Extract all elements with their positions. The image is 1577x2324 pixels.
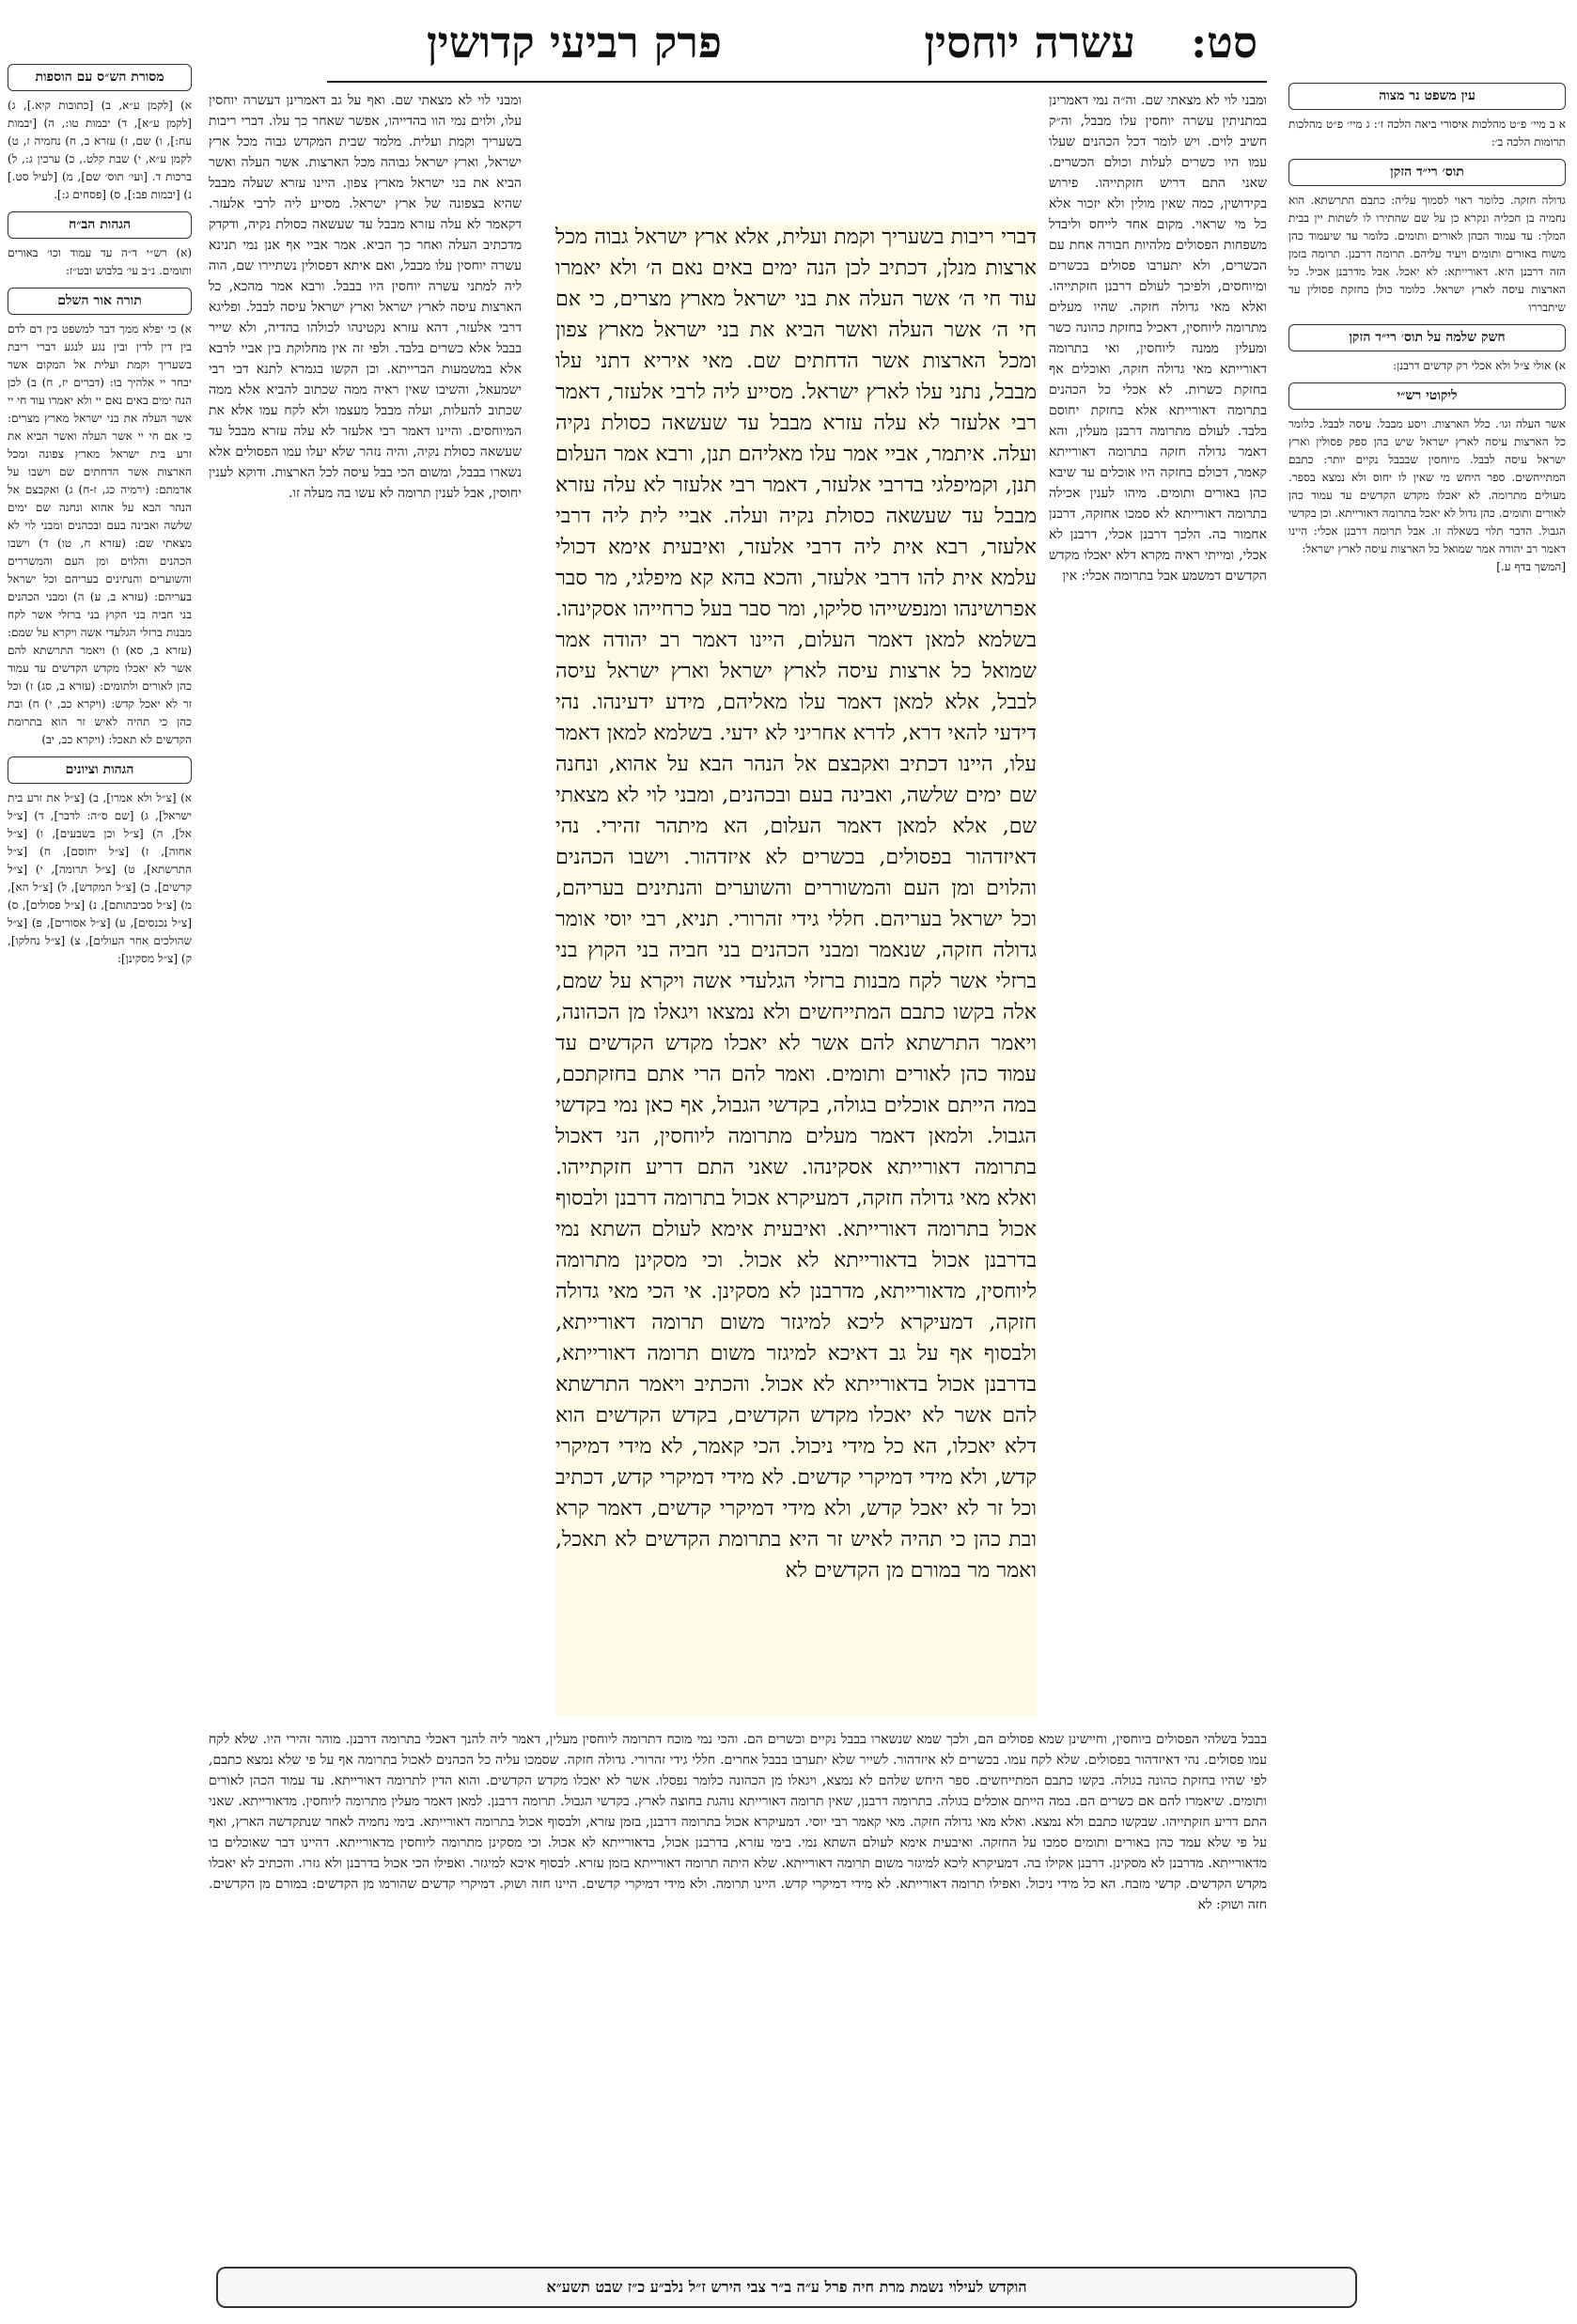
bottom-commentary: בבבל בשלהי הפסולים ביוחסין, וחיישינן שמא פסולים הם, ולכך שמא שנשארו בבבל נקיים וכשרים הם. והכי נמי מוכח דתרומה ליוחסין מעלין, דאמר ליה להנך דאכלי בתרומה דרבנן. מוהר זהירי היו. שלא לקח עמו פסולים. נהי דאיזדהור בפסולים. שלא לקח עמו. בכשרים לא איזדהור. לשייר שלא יתערבו בבבל אחרים. חללי גידי זהרורי. גדולה חזקה. שסמכו עליה כל הכהנים לאכול בתרומה אף על פי שלא נמצא כתבם, לפי שהיו בחזקת כהונה בגולה. בקשו כתבם המתייחשים. ספר היחש שלהם לא נמצא, ויגאלו מן הכהונה כלומר נפסלו. אשר לא יאכלו מקדש הקדשים. והוא הדין לתרומה דאורייתא. עד עמוד הכהן לאורים ותומים. שיאמרו להם אם כשרים הם. במה הייתם אוכלים בגולה. בתרומה דרבנן, שאין תרומה דאורייתא נוהגת בחוצה לארץ. בקדשי הגבול. תרומה דרבנן. למאן דאמר מעלין מתרומה ליוחסין. מדאורייתא. שאני התם דריע חזקתייהו. שבקשו כתבם ולא נמצא. ואלא מאי גדולה חזקה. מאי קאמר רבי יוסי. דמעיקרא אכול בתרומה דרבנן, בזמן עזרא, ולבסוף אכול בתרומה דאורייתא. בימי נחמיה לאחר שנתקדשה הארץ, ואף על פי שלא עמד כהן באורים ותומים סמכו על החזקה. ואיבעית אימא לעולם השתא נמי. בימי עזרא, בדרבנן אכול, בדאורייתא לא אכול. וכי מסקינן מתרומה ליוחסין מדאורייתא. דהיינו דבר שאוכלים בו מדאורייתא. מדרבנן לא מסקינן. דרבנן אקילו בה. דמעיקרא ליכא למיגזר משום תרומה דאורייתא. שלא היתה תרומה דאורייתא בזמן עזרא. לבסוף איכא למיגזר. ואפילו הכי אכול בדרבנן ולא גזרו. והכתיב לא יאכלו מקדש הקדשים. קדשי מזבח. הא כל מידי ניכול. ואפילו תרומה דאורייתא. לא מידי דמיקרי קדש. היינו תרומה. ולא מידי דמיקרי קדשים. היינו חזה ושוק. דמיקרי קדשים שהורמו מן הקדשים: במורם מן הקדשים. חזה ושוק: לא xyxy=(209,1732,1267,1912)
continuation-note: [המשך בדף ע.] xyxy=(1496,560,1566,573)
likutei-rashi-text: אשר העלה וגו׳. כלל הארצות. ויסע מבבל. עיסה לבבל. כלומר כל הארצות עיסה לארץ ישראל שיש בהן ספק פסולין וארץ ישראל עיסה לבבל. מיוחסין שבבבל נקיים יותר: כתבם המתייחשים. ספר היחש מי שאין לו יחוס ולא נמצא בספר. מעולים מתרומה. לא יאכלו מקדש הקדשים עד עמוד כהן לאורים ותומים. כהן גדול לא יאכל בתרומה דאורייתא. וכן בקדשי הגבול. הדבר תלוי בשאלה זו. אבל תרומה דרבנן אכלי: היינו דאמר רב יהודה אמר שמואל כל הארצות עיסה לארץ ישראל: xyxy=(1288,417,1566,555)
rashi-commentary: ומבני לוי לא מצאתי שם. וה״ה נמי דאמרינן במתניתין עשרה יוחסין עלו מבבל, וה״ק חשיב לוים. ויש לומר דכל הכהנים שעלו עמו היו כשרים לעלות וכולם הכשרים. שאני התם דריש חזקתייהו. פירוש בקידושין, כמה שאין מולין ולא יזכור אלא כל מי שראוי. מקום אחד לייחס וליבדל משפחות הפסולים מלהיות חבורה אחת עם הכשרים, ולא יתערבו פסולים בכשרים ומיוחסים, ולפיכך לעולם דרבנן חזקתייהו. ואלא מאי גדולה חזקה. שהיו מעלים מתרומה ליוחסין, דאכיל בחזקת כהונה כשר ומעלין ממנה ליוחסין, ואי בתרומה דאורייתא מאי גדולה חזקה, ואוכלים אף בחזקת כשרות. לא אכלי כל הכהנים בתרומה דאורייתא אלא בחזקת יחוסם בלבד. לעולם מתרומה דרבנן מעלין, והא דאמר גדולה חזקה בתרומה דאורייתא קאמר, דכולם בחזקה היו אוכלים עד שיבא כהן באורים ותומים. מיהו לענין אכילה בתרומה דאורייתא לא סמכו אחזקה, דרבנן אחמור בה. הלכך דרבנן אכלי, דרבנן לא אכלי, ומייתי ראיה מקרא דלא יאכלו מקדש הקדשים דמשמע אבל בתרומה אכלי: אין xyxy=(1049,93,1267,584)
heshek-shlomo-heading: חשק שלמה על תוס׳ רי״ד הזקן xyxy=(1288,324,1566,351)
tosafot-commentary: ומבני לוי לא מצאתי שם. ואף על גב דאמרינן דעשרה יוחסין עלו, ולוים נמי הוו בהדייהו, אפשר שאחר כך עלו. דברי ריבות בשעריך וקמת ועלית. מלמד שבית המקדש גבוה מכל ארץ ישראל, וארץ ישראל גבוהה מכל הארצות. אשר העלה ואשר הביא את בני ישראל מארץ צפון. היינו עזרא שעלה מבבל שהיא בצפונה של ארץ ישראל. מסייע ליה לרבי אלעזר. דקאמר לא עלה עזרא מבבל עד שעשאה כסולת נקיה, ודקדק מדכתיב העלה ואחר כך הביא. אמר אביי אף אנן נמי תנינא עשרה יוחסין עלו מבבל, ואם איתא דפסולין נשתיירו שם, הוה ליה למתני עשרה יוחסין היו בבבל. ורבא אמר מהכא, כל הארצות עיסה לארץ ישראל וארץ ישראל עיסה לבבל. ופליגא דרבי אלעזר, דהא עזרא נקטינהו לכולהו בהדיה, ולא שייר בבבל אלא כשרים בלבד. ולפי זה אין מחלוקת בין אביי לרבא אלא במשמעות הברייתא. וכן הקשו בגמרא לתנא דבי רבי ישמעאל, והשיבו שאין ראיה ממה שכתוב להביא אלא ממה שכתוב להעלות, ועלה מבבל מעצמו ולא לקח עמו אלא את המיוחסים. והיינו דאמר רבי אלעזר לא עלה עזרא מבבל עד שעשאה כסולת נקיה, והיה נזהר שלא יעלו עמו הפסולים אלא נשארו בבבל, ומשום הכי בבל עיסה לכל הארצות. ודוקא לענין יחוסין, אבל לענין תרומה לא עשו בה מעלה זו. xyxy=(209,93,522,501)
tosafot-rid-heading: תוס׳ רי״ד הזקן xyxy=(1288,159,1566,186)
tractate-title: עשרה יוחסין xyxy=(924,17,1135,68)
right-margin-column xyxy=(1288,75,1566,2246)
hagahot-bach-text: (א) רש״י ד״ה עד עמוד וכו׳ באורים ותומים. נ״ב עי׳ בלבוש ובט״ז: xyxy=(8,246,192,277)
ein-mishpat-heading: עין משפט נר מצוה xyxy=(1288,83,1566,110)
torah-or-heading: תורה אור השלם xyxy=(8,288,192,315)
hagahot-bach-heading: הגהות הב״ח xyxy=(8,211,192,239)
dedication-banner: הוקדש לעילוי נשמת מרת חיה פרל ע״ה ב״ר צבי הירש ז״ל נלב״ע כ״ז שבט תשע״א xyxy=(216,2267,1357,2308)
masoret-hashas-text: א) [לקמן ע״א, ב) [כתובות קיא.], ג) [לקמן ע״א], ד) יבמות טו:, ה) [יבמות עח:], ו) שם, ז) עזרא ב, ח) נחמיה ז, ט) לקמן ע״א, י) שבת קלט., כ) ערכין ג:, ל) ברכות ד. [ועי׳ תוס׳ שם], מ) [לעיל סט.] נ) [יבמות פב:], ס) [פסחים ג:]. xyxy=(8,99,192,201)
likutei-rashi-heading: ליקוטי רש״י xyxy=(1288,382,1566,410)
hagahot-tziyunim-heading: הגהות וציונים xyxy=(8,756,192,784)
masoret-hashas-heading: מסורת הש״ס עם הוספות xyxy=(8,64,192,91)
tosafot-rid-text: גדולה חזקה. כלומר ראוי לסמוך עליה: כתבם התרשתא. הוא נחמיה בן חכליה ונקרא כן על שם שהתירו לו לשתות יין בבית המלך: עד עמוד הכהן לאורים ותומים. כלומר עד שיעמוד כהן משוח באורים ותומים ויעיד עליהם. תרומה דרבנן. תרומה בזמן הזה דרבנן היא. דאורייתא: לא יאכל. אבל מדרבנן אכיל. כל הארצות עיסה לארץ ישראל. כלומר כולן בחזקת פסולין עד שיתבררו xyxy=(1288,194,1566,314)
hagahot-tziyunim-text: א) [צ״ל ולא אמרו], ב) [צ״ל את זרע בית ישראל], ג) [שם ס״ה: לדבר], ד) [צ״ל אל], ה) [צ״ל וכן בשבעים], ו) [צ״ל אחוה], ז) [צ״ל יחוסם], ח) [צ״ל התרשתא], ט) [צ״ל תרומה], י) [צ״ל קדשים], כ) [צ״ל המקדש], ל) [צ״ל הא], מ) [צ״ל סביבתותם], נ) [צ״ל פסולים], ס) [צ״ל נכנסים], ע) [צ״ל אסורים], פ) [צ״ל שהולכים אחר העולים], צ) [צ״ל נחלקו], ק) [צ״ל מסקינן]: xyxy=(8,791,192,965)
torah-or-text: א) כי יפלא ממך דבר למשפט בין דם לדם בין דין לדין ובין נגע לנגע דברי ריבת בשעריך וקמת ועלית אל המקום אשר יבחר יי אלהיך בו: (דברים יז, ח) ב) לכן הנה ימים באים נאם יי ולא יאמרו עוד חי יי אשר העלה את בני ישראל מארץ מצרים: כי אם חי יי אשר העלה ואשר הביא את זרע בית ישראל מארץ צפונה ומכל הארצות אשר הדחתים שם וישבו על אדמתם: (ירמיה כג, ז-ח) ג) ואקבצם אל הנהר הבא על אהוא ונחנה שם ימים שלשה ואבינה בעם ובכהנים ומבני לוי לא מצאתי שם: (עזרא ח, טו) ד) וישבו הכהנים והלוים ומן העם והמשררים והשוערים והנתינים בעריהם וכל ישראל בעריהם: (עזרא ב, ע) ה) ומבני הכהנים בני חביה בני הקוץ בני ברזלי אשר לקח מבנות ברזלי הגלעדי אשה ויקרא על שמם: (עזרא ב, סא) ו) ויאמר התרשתא להם אשר לא יאכלו מקדש הקדשים עד עמוד כהן לאורים ולתומים: (עזרא ב, סג) ז) וכל זר לא יאכל קדש: (ויקרא כב, י) ח) ובת כהן כי תהיה לאיש זר הוא בתרומת הקדשים לא תאכל: (ויקרא כב, יב) xyxy=(8,322,192,746)
heshek-shlomo-text: א) אולי צ״ל ולא אכלי רק קדשים דרבנן: xyxy=(1393,359,1566,372)
folio-number: סט: xyxy=(1191,17,1257,68)
gemara-main-text: דברי ריבות בשעריך וקמת ועלית, אלא ארץ ישראל גבוה מכל ארצות מנלן, דכתיב לכן הנה ימים באים נאם ה׳ ולא יאמרו עוד חי ה׳ אשר העלה את בני ישראל מארץ מצרים, כי אם חי ה׳ אשר העלה ואשר הביא את בני ישראל מארץ צפון ומכל הארצות אשר הדחתים שם. מאי איריא דתני עלו מבבל, נתני עלו לארץ ישראל. מסייע ליה לרבי אלעזר, דאמר רבי אלעזר לא עלה עזרא מבבל עד שעשאה כסולת נקיה ועלה. איתמר, אביי אמר עלו מאליהם תנן, ורבא אמר העלום תנן, וקמיפלגי בדרבי אלעזר, דאמר רבי אלעזר לא עלה עזרא מבבל עד שעשאה כסולת נקיה ועלה. אביי לית ליה דרבי אלעזר, רבא אית ליה דרבי אלעזר, ואיבעית אימא דכולי עלמא אית להו דרבי אלעזר, והכא בהא קא מיפלגי, מר סבר אפרושינהו ומנפשייהו סליקו, ומר סבר בעל כרחייהו אסקינהו. בשלמא למאן דאמר העלום, היינו דאמר רב יהודה אמר שמואל כל ארצות עיסה לארץ ישראל וארץ ישראל עיסה לבבל, אלא למאן דאמר עלו מאליהם, מידע ידעינהו. נהי דידעי להאי דרא, לדרא אחריני לא ידעי. בשלמא למאן דאמר עלו, היינו דכתיב ואקבצם אל הנהר הבא על אהוא, ונחנה שם ימים שלשה, ואבינה בעם ובכהנים, ומבני לוי לא מצאתי שם, אלא למאן דאמר העלום, הא מיתהר זהירי. נהי דאיזדהור בפסולים, בכשרים לא איזדהור. וישבו הכהנים והלוים ומן העם והמשוררים והשוערים והנתינים בעריהם, וכל ישראל בעריהם. חללי גידי זהרורי. תניא, רבי יוסי אומר גדולה חזקה, שנאמר ומבני הכהנים בני חביה בני הקוץ בני ברזלי אשר לקח מבנות ברזלי הגלעדי אשה ויקרא על שמם, אלה בקשו כתבם המתייחשים ולא נמצאו ויגאלו מן הכהונה, ויאמר התרשתא להם אשר לא יאכלו מקדש הקדשים עד עמוד כהן לאורים ותומים. ואמר להם הרי אתם בחזקתכם, במה הייתם אוכלים בגולה, בקדשי הגבול, אף כאן נמי בקדשי הגבול. ולמאן דאמר מעלים מתרומה ליוחסין, הני דאכול בתרומה דאורייתא אסקינהו. שאני התם דריע חזקתייהו. ואלא מאי גדולה חזקה, דמעיקרא אכול בתרומה דרבנן ולבסוף אכול בתרומה דאורייתא. ואיבעית אימא לעולם השתא נמי בדרבנן אכול בדאורייתא לא אכול. וכי מסקינן מתרומה ליוחסין, מדאורייתא, מדרבנן לא מסקינן. אי הכי מאי גדולה חזקה, דמעיקרא ליכא למיגזר משום תרומה דאורייתא, ולבסוף אף על גב דאיכא למיגזר משום תרומה דאורייתא, בדרבנן אכול בדאורייתא לא אכול. והכתיב ויאמר התרשתא להם אשר לא יאכלו מקדש הקדשים, בקדש הקדשים הוא דלא יאכלו, הא כל מידי ניכול. הכי קאמר, לא מידי דמיקרי קדש, ולא מידי דמיקרי קדשים. לא מידי דמיקרי קדש, דכתיב וכל זר לא יאכל קדש, ולא מידי דמיקרי קדשים, דאמר קרא ובת כהן כי תהיה לאיש זר היא בתרומת הקדשים לא תאכל, ואמר מר במורם מן הקדשים לא xyxy=(555,222,1037,1716)
ein-mishpat-text: א ב מיי׳ פ״ט מהלכות איסורי ביאה הלכה ז׳: ג מיי׳ פ״ט מהלכות תרומות הלכה ב׳: xyxy=(1288,117,1566,148)
header-rule xyxy=(327,81,1267,83)
chapter-title: פרק רביעי קדושין xyxy=(426,17,722,68)
left-margin-column xyxy=(8,56,192,2246)
